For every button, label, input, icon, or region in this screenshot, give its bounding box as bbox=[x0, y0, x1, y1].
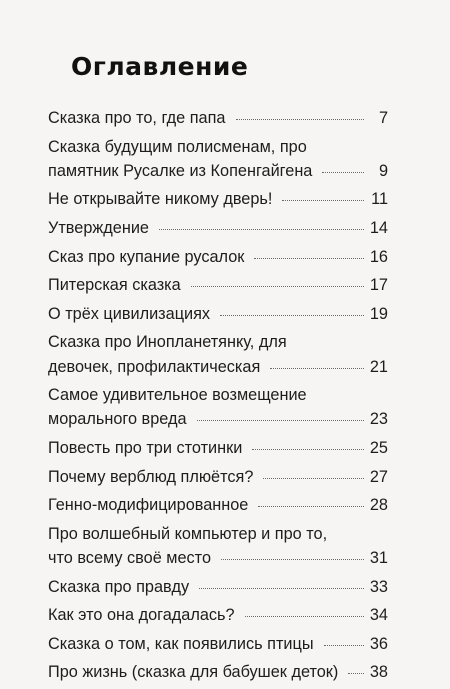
dot-leader bbox=[324, 645, 364, 646]
toc-entry bbox=[48, 383, 388, 431]
toc-entry-title: Сказка про правду bbox=[48, 577, 190, 596]
toc-entry bbox=[48, 632, 388, 656]
toc-page-number: 25 bbox=[369, 438, 388, 457]
toc-entry-last-line bbox=[48, 660, 388, 684]
toc-page-number: 11 bbox=[371, 190, 388, 209]
toc-entry-title: Самое удивительное возмещение bbox=[48, 386, 307, 405]
toc-entry-title: Как это она догадалась? bbox=[48, 606, 235, 625]
toc-entry-title: Сказ про купание русалок bbox=[48, 247, 245, 266]
toc-entry-line bbox=[48, 522, 388, 546]
toc-entry-title: Утверждение bbox=[48, 218, 149, 237]
toc-page-number: 34 bbox=[369, 606, 388, 625]
dot-leader bbox=[236, 119, 365, 120]
dot-leader bbox=[348, 673, 364, 674]
toc-entry-last-line bbox=[48, 546, 388, 570]
toc-entry-line bbox=[48, 135, 388, 159]
toc-entry-title: девочек, профилактическая bbox=[48, 357, 261, 376]
toc-entry-line bbox=[48, 330, 388, 354]
toc-page-number: 31 bbox=[369, 548, 388, 567]
dot-leader bbox=[221, 559, 364, 560]
toc-entry-last-line bbox=[48, 575, 388, 599]
toc-entry-last-line bbox=[48, 187, 388, 211]
toc-entry-title: О трёх цивилизациях bbox=[48, 304, 211, 323]
toc-entry-last-line bbox=[48, 106, 388, 130]
toc-entry bbox=[48, 436, 388, 460]
dot-leader bbox=[263, 478, 363, 479]
toc-entry bbox=[48, 216, 388, 240]
toc-entry bbox=[48, 245, 388, 269]
toc-page-number: 33 bbox=[369, 577, 388, 596]
toc-entry bbox=[48, 465, 388, 489]
toc-entry-last-line bbox=[48, 632, 388, 656]
toc-entry-last-line bbox=[48, 436, 388, 460]
toc-page-number: 17 bbox=[369, 276, 388, 295]
dot-leader bbox=[252, 449, 364, 450]
toc-entry bbox=[48, 302, 388, 326]
toc-entry bbox=[48, 603, 388, 627]
toc-entry-title: Сказка про то, где папа bbox=[48, 109, 226, 127]
toc-page-number: 9 bbox=[378, 161, 388, 180]
toc-entry-title: Сказка будущим полисменам, про bbox=[48, 137, 307, 156]
toc-entry bbox=[48, 273, 388, 297]
toc-entry bbox=[48, 106, 388, 130]
toc-entry-title: Про жизнь (сказка для бабушек деток) bbox=[48, 663, 339, 682]
toc-entry-title: Сказка про Инопланетянку, для bbox=[48, 333, 287, 352]
toc-entry-last-line bbox=[48, 355, 388, 379]
toc-entry-title: Почему верблюд плюётся? bbox=[48, 467, 254, 486]
toc-entry-last-line bbox=[48, 603, 388, 627]
toc-entry-last-line bbox=[48, 302, 388, 326]
toc-page-number: 21 bbox=[369, 357, 388, 376]
toc-page-number: 27 bbox=[369, 467, 388, 486]
toc-page-number: 14 bbox=[369, 218, 388, 237]
toc-entry-line bbox=[48, 383, 388, 407]
dot-leader bbox=[322, 172, 364, 173]
toc-entry-title: Про волшебный компьютер и про то, bbox=[48, 524, 328, 543]
toc-page-number: 16 bbox=[369, 247, 388, 266]
toc-entry bbox=[48, 660, 388, 684]
dot-leader bbox=[220, 315, 364, 316]
dot-leader bbox=[191, 286, 364, 287]
toc-entry bbox=[48, 575, 388, 599]
toc-entry-last-line bbox=[48, 159, 388, 183]
toc-page-number: 7 bbox=[378, 109, 388, 127]
toc-entry-title: морального вреда bbox=[48, 410, 187, 429]
toc-entry-last-line bbox=[48, 493, 388, 517]
toc-page-number: 23 bbox=[369, 410, 388, 429]
dot-leader bbox=[282, 200, 364, 201]
dot-leader bbox=[254, 258, 363, 259]
toc-entry-title: Питерская сказка bbox=[48, 276, 181, 295]
toc-entry bbox=[48, 493, 388, 517]
toc-title: Оглавление bbox=[71, 52, 249, 81]
dot-leader bbox=[197, 420, 364, 421]
toc-entry-last-line bbox=[48, 273, 388, 297]
dot-leader bbox=[258, 506, 364, 507]
dot-leader bbox=[270, 368, 364, 369]
toc-entry bbox=[48, 135, 388, 183]
toc-page-number: 19 bbox=[369, 304, 388, 323]
toc-page-number: 36 bbox=[369, 634, 388, 653]
toc-entry-last-line bbox=[48, 245, 388, 269]
toc-entry-title: памятник Русалке из Копенгайгена bbox=[48, 161, 313, 180]
toc-page-number: 28 bbox=[369, 496, 388, 515]
toc-entry-title: Сказка о том, как появились птицы bbox=[48, 634, 314, 653]
toc-entry-last-line bbox=[48, 407, 388, 431]
toc-entry bbox=[48, 187, 388, 211]
toc-entry-last-line bbox=[48, 465, 388, 489]
toc-list bbox=[48, 106, 388, 689]
toc-entry-title: Не открывайте никому дверь! bbox=[48, 190, 273, 209]
toc-entry bbox=[48, 330, 388, 378]
toc-entry-title: что всему своё место bbox=[48, 548, 211, 567]
toc-entry bbox=[48, 522, 388, 570]
toc-entry-title: Повесть про три стотинки bbox=[48, 438, 243, 457]
dot-leader bbox=[245, 616, 364, 617]
dot-leader bbox=[199, 588, 364, 589]
dot-leader bbox=[159, 229, 364, 230]
toc-entry-title: Генно-модифицированное bbox=[48, 496, 249, 515]
toc-page-number: 38 bbox=[369, 663, 388, 682]
toc-entry-last-line bbox=[48, 216, 388, 240]
